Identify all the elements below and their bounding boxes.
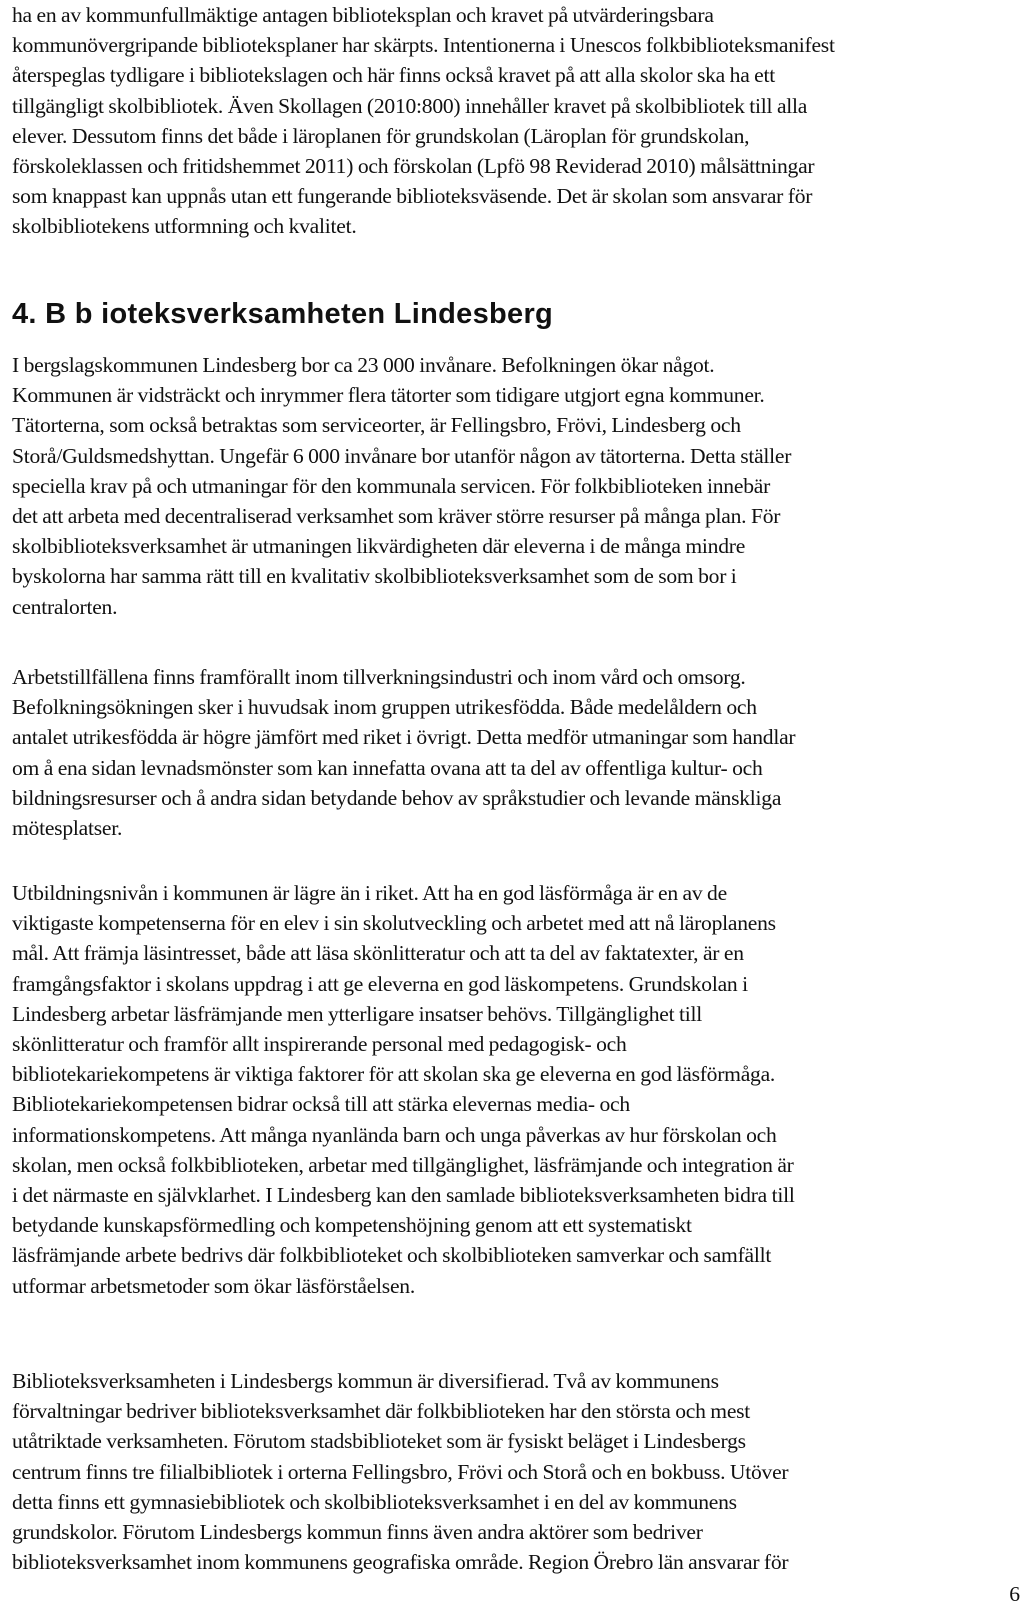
text-line: förvaltningar bedriver biblioteksverksamhet där folkbiblioteken har den största och mest <box>12 1399 751 1424</box>
text-line: speciella krav på och utmaningar för den kommunala servicen. För folkbiblioteken innebär <box>12 473 771 498</box>
text-line: biblioteksverksamhet inom kommunens geografiska område. Region Örebro län ansvarar för <box>12 1550 789 1575</box>
text-line: skolbiblioteksverksamhet är utmaningen likvärdigheten där eleverna i de många mindre <box>12 534 746 559</box>
page-number: 6 <box>1009 1582 1020 1606</box>
paragraph-intro <box>12 0 835 242</box>
text-line: Utbildningsnivån i kommunen är lägre än i riket. Att ha en god läsförmåga är en av de <box>12 881 727 905</box>
text-line: elever. Dessutom finns det både i läroplanen för grundskolan (Läroplan för grundskolan, <box>12 123 750 148</box>
text-line: betydande kunskapsförmedling och kompetenshöjning genom att ett systematiskt <box>12 1213 692 1238</box>
paragraph-biblioteksverksamheten <box>12 1366 788 1577</box>
text-line: kommunövergripande biblioteksplaner har skärpts. Intentionerna i Unescos folkbiblioteksmanifest <box>12 33 835 58</box>
paragraph-arbetstillfallen <box>12 662 795 843</box>
text-line: Kommunen är vidsträckt och inrymmer flera tätorter som tidigare utgjort egna kommuner. <box>12 383 765 408</box>
text-line: bildningsresurser och å andra sidan betydande behov av språkstudier och levande mänskliga <box>12 785 782 810</box>
paragraph-lindesberg <box>12 350 791 622</box>
text-line: mål. Att främja läsintresset, både att läsa skönlitteratur och att ta del av faktatexter, är en <box>12 941 744 966</box>
text-line: skolan, men också folkbiblioteken, arbetar med tillgänglighet, läsfrämjande och integration är <box>12 1152 794 1177</box>
text-line: Bibliotekariekompetensen bidrar också till att stärka elevernas media- och <box>12 1092 630 1117</box>
text-line: skolbibliotekens utformning och kvalitet. <box>12 214 357 239</box>
text-line: återspeglas tydligare i bibliotekslagen och här finns också kravet på att alla skolor ska ha ett <box>12 63 776 88</box>
section-heading: 4. B b ioteksverksamheten Lindesberg <box>12 298 554 330</box>
paragraph-utbildning <box>12 878 795 1301</box>
text-line: informationskompetens. Att många nyanlända barn och unga påverkas av hur förskolan och <box>12 1122 777 1147</box>
text-line: förskoleklassen och fritidshemmet 2011) och förskolan (Lpfö 98 Reviderad 2010) målsättningar <box>12 154 815 179</box>
text-line: läsfrämjande arbete bedrivs där folkbiblioteket och skolbiblioteken samverkar och samfällt <box>12 1243 772 1268</box>
text-line: bibliotekariekompetens är viktiga faktorer för att skolan ska ge eleverna en god läsförmåga. <box>12 1062 776 1087</box>
text-line: tillgängligt skolbibliotek. Även Skollagen (2010:800) innehåller kravet på skolbibliotek till alla <box>12 93 808 118</box>
text-line: Arbetstillfällena finns framförallt inom tillverkningsindustri och inom vård och omsorg. <box>12 665 746 689</box>
text-line: utformar arbetsmetoder som ökar läsförståelsen. <box>12 1273 415 1298</box>
text-line: Tätorterna, som också betraktas som serviceorter, är Fellingsbro, Frövi, Lindesberg och <box>12 413 741 438</box>
text-line: ha en av kommunfullmäktige antagen biblioteksplan och kravet på utvärderingsbara <box>12 3 714 27</box>
text-line: centrum finns tre filialbibliotek i orterna Fellingsbro, Frövi och Storå och en bokbuss. Utöver <box>12 1459 789 1484</box>
text-line: Lindesberg arbetar läsfrämjande men ytterligare insatser behövs. Tillgänglighet till <box>12 1001 703 1026</box>
text-line: framgångsfaktor i skolans uppdrag i att ge eleverna en god läskompetens. Grundskolan i <box>12 971 748 996</box>
text-line: I bergslagskommunen Lindesberg bor ca 23 000 invånare. Befolkningen ökar något. <box>12 353 715 377</box>
text-line: utåtriktade verksamheten. Förutom stadsbiblioteket som är fysiskt beläget i Lindesbergs <box>12 1429 746 1454</box>
text-line: Befolkningsökningen sker i huvudsak inom gruppen utrikesfödda. Både medelåldern och <box>12 695 757 720</box>
text-line: centralorten. <box>12 594 118 619</box>
text-line: byskolorna har samma rätt till en kvalitativ skolbiblioteksverksamhet som de som bor i <box>12 564 737 589</box>
text-line: detta finns ett gymnasiebibliotek och skolbiblioteksverksamhet i en del av kommunens <box>12 1489 737 1514</box>
text-line: om å ena sidan levnadsmönster som kan innefatta ovana att ta del av offentliga kultur- och <box>12 755 763 780</box>
text-line: viktigaste kompetenserna för en elev i sin skolutveckling och arbetet med att nå läroplanens <box>12 911 776 936</box>
text-line: skönlitteratur och framför allt inspirerande personal med pedagogisk- och <box>12 1032 627 1057</box>
text-line: grundskolor. Förutom Lindesbergs kommun finns även andra aktörer som bedriver <box>12 1520 703 1545</box>
text-line: i det närmaste en självklarhet. I Lindesberg kan den samlade biblioteksverksamheten bidra till <box>12 1183 795 1208</box>
text-line: Storå/Guldsmedshyttan. Ungefär 6 000 invånare bor utanför någon av tätorterna. Detta ställer <box>12 443 792 468</box>
text-line: det att arbeta med decentraliserad verksamhet som kräver större resurser på många plan. För <box>12 504 781 529</box>
text-line: antalet utrikesfödda är högre jämfört med riket i övrigt. Detta medför utmaningar som handlar <box>12 725 796 750</box>
text-line: Biblioteksverksamheten i Lindesbergs kommun är diversifierad. Två av kommunens <box>12 1369 719 1393</box>
text-line: som knappast kan uppnås utan ett fungerande biblioteksväsende. Det är skolan som ansvarar för <box>12 184 813 209</box>
text-line: mötesplatser. <box>12 816 123 841</box>
